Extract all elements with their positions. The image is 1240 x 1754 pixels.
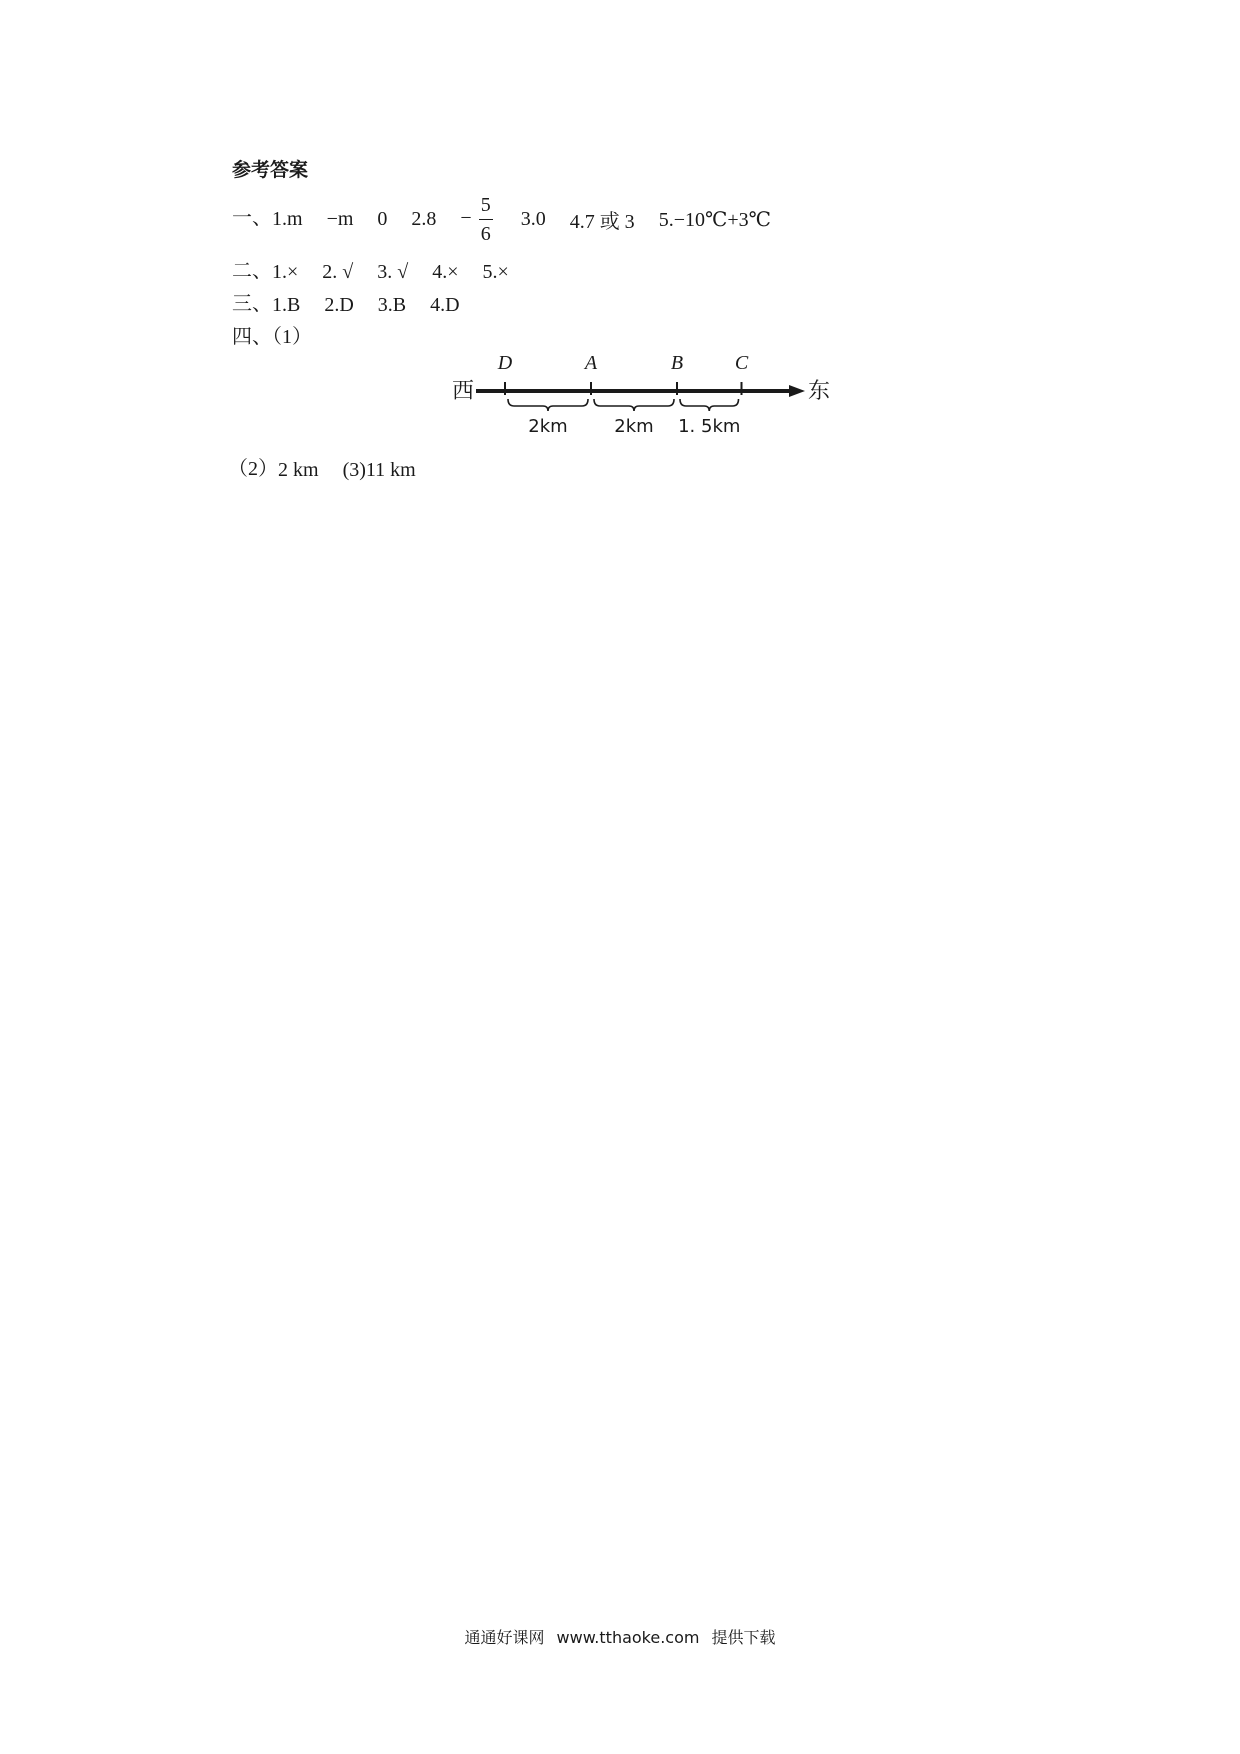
section-3-label: 三、 <box>232 293 272 315</box>
answer-3-2: 2.D <box>324 293 354 316</box>
footer-url: www.tthaoke.com <box>556 1628 700 1647</box>
fraction-answer <box>460 193 496 246</box>
footer-site-name: 通通好课网 <box>464 1628 545 1647</box>
answer-1-1b: −m <box>326 208 354 230</box>
interval-brace-2 <box>594 399 674 411</box>
answer-1-3: 3.0 <box>520 208 546 230</box>
answer-2-5: 5.× <box>482 260 509 283</box>
answer-2-4: 4.× <box>432 260 459 283</box>
west-label: 西 <box>452 379 475 404</box>
section-4-heading <box>232 320 312 349</box>
answer-2-2: 2. √ <box>322 260 354 283</box>
fraction <box>479 193 493 246</box>
section-4-answers <box>228 452 416 482</box>
interval-brace-3 <box>680 399 739 411</box>
part-2-label: （2） <box>228 458 278 480</box>
part-3-answer: (3)11 km <box>342 458 416 481</box>
east-label: 东 <box>808 379 831 404</box>
footer-suffix: 提供下载 <box>711 1628 776 1647</box>
section-2-label: 二、 <box>232 260 272 282</box>
section-1-answers <box>232 193 771 246</box>
section-1-label: 一、 <box>232 207 272 230</box>
point-label-B: B <box>670 352 684 374</box>
answer-1-4: 4.7 或 3 <box>569 211 635 233</box>
interval-label-3: 1. 5km <box>678 416 741 437</box>
interval-label-2: 2km <box>614 416 654 437</box>
fraction-numerator: 5 <box>479 193 493 220</box>
fraction-denominator: 6 <box>480 223 491 245</box>
interval-label-1: 2km <box>528 416 568 437</box>
interval-braces <box>508 399 740 437</box>
answer-1-1c: 0 <box>377 208 388 230</box>
answer-3-3: 3.B <box>377 293 407 316</box>
answer-2-3: 3. √ <box>377 260 409 283</box>
point-ticks <box>497 352 749 395</box>
answer-3-1: 1.B <box>272 293 301 316</box>
point-label-A: A <box>584 352 598 374</box>
section-4-label: 四、 <box>232 326 272 348</box>
section-4-part-1-label: （1） <box>272 326 312 348</box>
answer-2-1: 1.× <box>272 260 299 283</box>
answer-3-4: 4.D <box>430 293 460 316</box>
part-2-answer: 2 km <box>278 458 319 481</box>
point-label-D: D <box>497 352 513 374</box>
section-3-answers <box>232 287 460 317</box>
point-label-C: C <box>734 352 749 374</box>
footer <box>0 1625 1240 1648</box>
number-line-diagram <box>450 352 840 437</box>
answer-1-5: 5.−10℃+3℃ <box>658 209 771 231</box>
answer-1-1: 1.m <box>272 208 303 230</box>
page-title: 参考答案 <box>232 159 309 181</box>
east-arrow-icon <box>789 385 805 397</box>
section-2-answers <box>232 254 509 284</box>
fraction-sign: − <box>460 207 472 230</box>
answer-1-2: 2.8 <box>411 208 437 230</box>
interval-brace-1 <box>508 399 588 411</box>
